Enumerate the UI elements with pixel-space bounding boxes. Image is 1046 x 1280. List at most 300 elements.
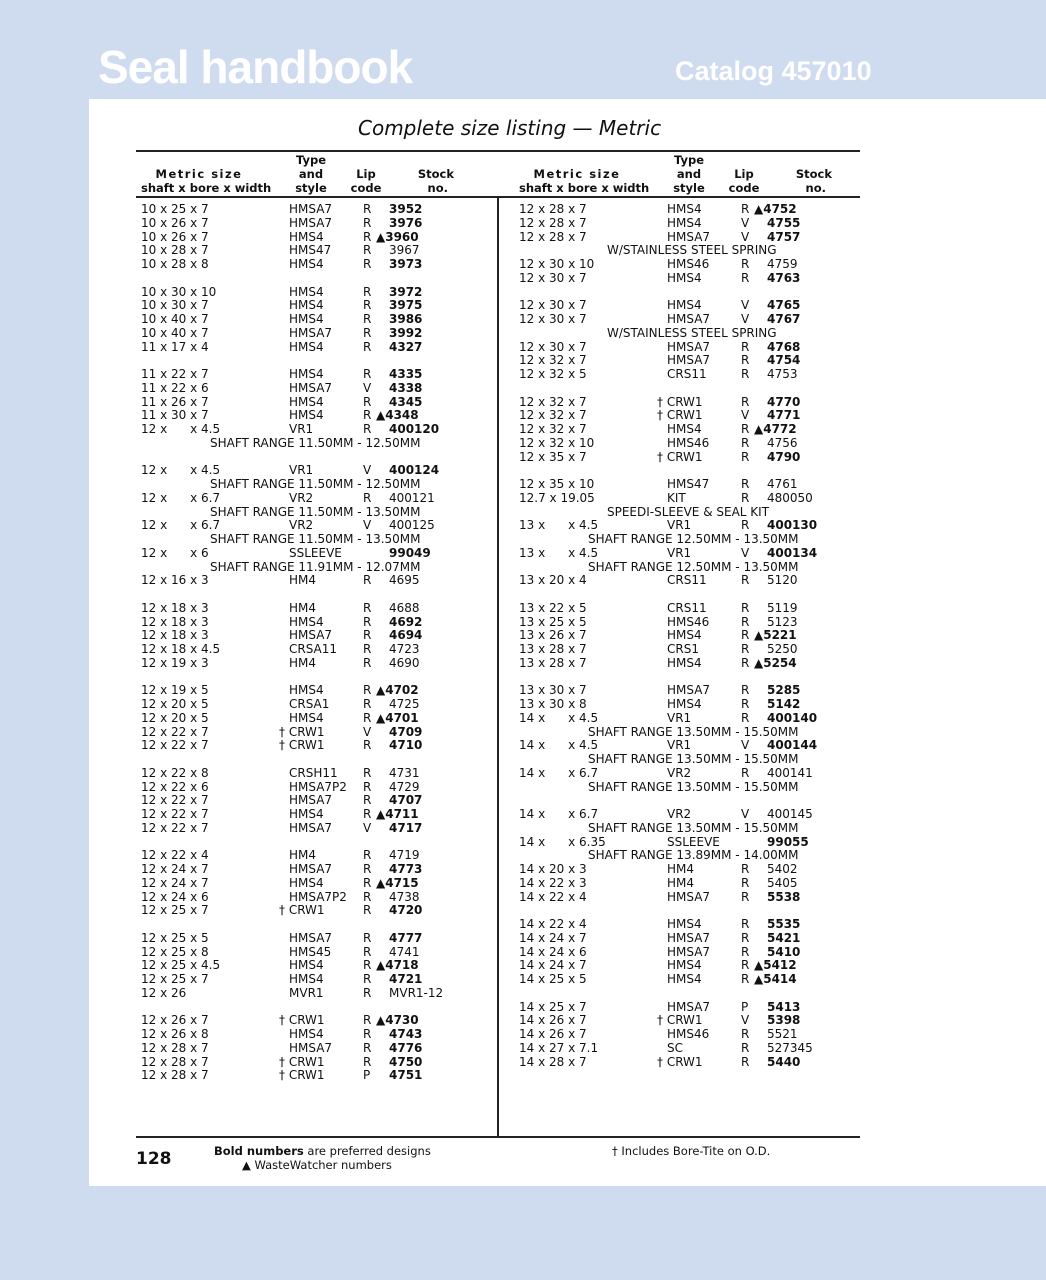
table-row — [519, 272, 859, 286]
stock-cell: 3975 — [389, 298, 423, 313]
stock-cell: 3973 — [389, 257, 423, 271]
table-row — [519, 863, 859, 877]
type-cell: HMS4 — [289, 284, 324, 299]
shaft-range-note — [519, 506, 859, 520]
type-cell: HMS4 — [289, 683, 324, 698]
stock-cell: 400141 — [767, 765, 813, 780]
type-cell: HMS4 — [289, 1027, 324, 1041]
size-cell: 10 x 30 x 10 — [141, 284, 217, 299]
type-cell: HM4 — [667, 875, 695, 890]
table-row — [519, 547, 859, 561]
size-cell: 12 x 24 x 7 — [141, 862, 209, 876]
size-cell: 10 x 30 x 7 — [141, 298, 209, 313]
lip-cell: R — [741, 490, 750, 505]
lip-cell: R — [363, 628, 372, 643]
stock-cell: 4763 — [767, 270, 801, 285]
size-cell: 12 x 28 x 7 — [141, 1054, 209, 1069]
stock-cell: 99055 — [767, 834, 809, 849]
table-row — [141, 1028, 481, 1042]
table-row — [141, 574, 481, 588]
stock-cell: 5521 — [767, 1027, 798, 1041]
shaft-range-note — [141, 533, 481, 547]
row-spacer — [519, 794, 859, 808]
table-row — [141, 217, 481, 231]
stock-cell: ▲4715 — [376, 875, 419, 890]
type-cell: HMS4 — [667, 972, 702, 986]
stock-cell: 5398 — [767, 1013, 801, 1028]
row-spacer — [141, 451, 481, 465]
lip-cell: R — [741, 697, 750, 711]
type-cell: HMSA7 — [289, 793, 333, 808]
note-text: SHAFT RANGE 13.89MM - 14.00MM — [588, 848, 799, 863]
table-row — [141, 341, 481, 355]
lip-cell: P — [363, 1068, 371, 1083]
lip-cell: R — [363, 202, 372, 216]
lip-cell: R — [741, 202, 750, 216]
table-row — [141, 932, 481, 946]
type-cell: HMS46 — [667, 614, 710, 629]
table-row — [141, 602, 481, 616]
shaft-range-note — [519, 533, 859, 547]
type-cell: HMSA7 — [667, 312, 711, 326]
note-text: SHAFT RANGE 13.50MM - 15.50MM — [588, 820, 799, 835]
row-spacer — [141, 753, 481, 767]
size-cell: 12 x 19 x 5 — [141, 683, 209, 698]
stock-cell: ▲5412 — [754, 958, 797, 973]
lip-cell: R — [363, 779, 372, 794]
size-cell: 12 x 20 x 5 — [141, 697, 209, 711]
table-row — [141, 767, 481, 781]
note-text: SHAFT RANGE 12.50MM - 13.50MM — [588, 532, 799, 546]
stock-cell: 4719 — [389, 848, 420, 863]
lip-cell: R — [741, 257, 750, 271]
lip-cell: R — [741, 518, 750, 533]
lip-cell: R — [363, 408, 372, 423]
stock-cell: 4731 — [389, 765, 420, 780]
shaft-range-note — [519, 753, 859, 767]
table-top-rule — [136, 150, 860, 152]
type-cell: HM4 — [289, 655, 317, 670]
stock-cell: 4717 — [389, 820, 423, 835]
type-cell: HMS4 — [667, 628, 702, 643]
stock-cell: 4767 — [767, 312, 801, 326]
table-row — [519, 616, 859, 630]
type-cell: CRS1 — [667, 642, 699, 656]
stock-cell: 400121 — [389, 490, 435, 505]
type-cell: HMSA7 — [289, 820, 333, 835]
stock-cell: 4694 — [389, 628, 423, 643]
lip-cell: R — [741, 353, 750, 368]
type-cell: SC — [667, 1040, 683, 1055]
stock-cell: 4720 — [389, 903, 423, 918]
lip-cell: P — [741, 999, 749, 1014]
size-cell: 12 x 28 x 7 — [141, 1040, 209, 1055]
shaft-range-note — [519, 781, 859, 795]
size-cell: 14 x 24 x 7 — [519, 958, 587, 973]
size-cell: 12 x 32 x 10 — [519, 435, 595, 450]
size-cell: 14 x 22 x 4 — [519, 917, 587, 931]
column-divider — [497, 196, 499, 1137]
table-row — [141, 973, 481, 987]
row-spacer — [141, 354, 481, 368]
stock-cell: ▲4711 — [376, 807, 419, 821]
stock-cell: 4327 — [389, 339, 423, 354]
right-size-list — [519, 203, 859, 1069]
lip-cell: R — [363, 765, 372, 780]
size-cell: 14 x 25 x 7 — [519, 999, 587, 1014]
lip-cell: V — [741, 807, 750, 821]
lip-cell: V — [363, 380, 372, 395]
stock-cell: 400120 — [389, 422, 440, 436]
table-row — [519, 423, 859, 437]
type-cell: HMS4 — [667, 215, 702, 230]
lip-cell: R — [363, 1040, 372, 1055]
shaft-range-note — [519, 822, 859, 836]
type-cell: HMS46 — [667, 435, 710, 450]
stock-cell: 4751 — [389, 1068, 423, 1083]
lip-cell: R — [363, 215, 372, 230]
lip-cell: R — [741, 1054, 750, 1069]
lip-cell: R — [363, 944, 372, 959]
size-cell: 12 x 30 x 7 — [519, 339, 587, 354]
table-row — [519, 478, 859, 492]
table-row — [519, 946, 859, 960]
stock-cell: 3952 — [389, 202, 423, 216]
size-cell: 14 x 24 x 6 — [519, 944, 587, 959]
type-cell: VR2 — [289, 490, 314, 505]
type-cell: SSLEEVE — [289, 545, 342, 560]
col-metric-line2: shaft x bore x width — [141, 181, 272, 195]
stock-cell: 5410 — [767, 944, 801, 959]
size-cell: 14 x 27 x 7.1 — [519, 1040, 599, 1055]
type-cell: HMS4 — [667, 202, 702, 216]
lip-cell: R — [363, 1013, 372, 1028]
type-cell: HMS4 — [289, 875, 324, 890]
type-cell: † CRW1 — [657, 394, 703, 409]
type-cell: HMS4 — [667, 422, 702, 436]
table-row — [141, 657, 481, 671]
table-row — [141, 904, 481, 918]
type-cell: CRS11 — [667, 600, 707, 615]
note-text: SHAFT RANGE 11.50MM - 12.50MM — [210, 435, 421, 450]
legend-wastewatcher-note: ▲ WasteWatcher numbers — [242, 1158, 392, 1172]
lip-cell: R — [363, 862, 372, 876]
type-cell: HMS4 — [667, 270, 702, 285]
stock-cell: 4756 — [767, 435, 798, 450]
stock-cell: 5413 — [767, 999, 801, 1014]
stock-cell: 4335 — [389, 367, 423, 381]
lip-cell: R — [741, 394, 750, 409]
size-cell: 12 x 25 x 4.5 — [141, 958, 221, 973]
table-row — [519, 451, 859, 465]
lip-cell: R — [741, 270, 750, 285]
type-cell: HMSA7 — [289, 325, 333, 340]
size-cell: 14 x 22 x 3 — [519, 875, 587, 890]
size-cell: 10 x 25 x 7 — [141, 202, 209, 216]
col-metric-line1: Metric size — [533, 167, 621, 181]
lip-cell: R — [363, 807, 372, 821]
lip-cell: R — [741, 477, 750, 491]
type-cell: HMS4 — [289, 257, 324, 271]
table-row — [519, 299, 859, 313]
size-cell: 12 x 35 x 7 — [519, 449, 587, 464]
lip-cell: V — [741, 408, 750, 423]
size-cell: 12 x 32 x 5 — [519, 367, 587, 381]
lip-cell: R — [363, 243, 372, 258]
table-row — [519, 1014, 859, 1028]
catalog-number: Catalog 457010 — [675, 56, 872, 86]
table-row — [141, 643, 481, 657]
table-row — [519, 368, 859, 382]
table-row — [141, 231, 481, 245]
legend-bold-note — [214, 1144, 431, 1158]
size-cell: 12 x 18 x 3 — [141, 628, 209, 643]
table-row — [141, 1069, 481, 1083]
lip-cell: R — [741, 875, 750, 890]
table-row — [141, 1056, 481, 1070]
stock-cell: 5250 — [767, 642, 798, 656]
size-cell: 13 x x 4.5 — [519, 545, 599, 560]
table-row — [519, 918, 859, 932]
stock-cell: 400130 — [767, 518, 818, 533]
size-cell: 12 x 19 x 3 — [141, 655, 209, 670]
row-spacer — [141, 272, 481, 286]
table-row — [141, 863, 481, 877]
table-row — [141, 616, 481, 630]
lip-cell: R — [363, 985, 372, 1000]
table-row — [519, 492, 859, 506]
type-cell: HM4 — [667, 862, 695, 876]
table-row — [519, 877, 859, 891]
table-row — [519, 1042, 859, 1056]
type-cell: HMS47 — [289, 243, 332, 258]
size-cell: 12 x 32 x 7 — [519, 408, 587, 423]
type-cell: † CRW1 — [279, 1013, 325, 1028]
stock-cell: 527345 — [767, 1040, 813, 1055]
table-row — [141, 712, 481, 726]
type-cell: HMS46 — [667, 1027, 710, 1041]
note-text: SHAFT RANGE 11.50MM - 12.50MM — [210, 477, 421, 491]
table-row — [141, 1014, 481, 1028]
shaft-range-note — [519, 244, 859, 258]
stock-cell: ▲5254 — [754, 655, 797, 670]
size-cell: 12 x 26 x 7 — [141, 1013, 209, 1028]
type-cell: † CRW1 — [279, 1054, 325, 1069]
lip-cell: R — [363, 697, 372, 711]
lip-cell: R — [741, 683, 750, 698]
stock-cell: 4757 — [767, 229, 801, 244]
type-cell: HMS4 — [289, 710, 324, 725]
stock-cell: 5405 — [767, 875, 798, 890]
table-row — [519, 231, 859, 245]
type-cell: HMS4 — [289, 408, 324, 423]
lip-cell: R — [363, 284, 372, 299]
stock-cell: 4768 — [767, 339, 801, 354]
table-row — [141, 959, 481, 973]
lip-cell: V — [741, 298, 750, 313]
size-cell: 12 x x 4.5 — [141, 463, 221, 478]
table-row — [141, 313, 481, 327]
type-cell: † CRW1 — [657, 408, 703, 423]
lip-cell: R — [741, 573, 750, 588]
lip-cell: R — [363, 875, 372, 890]
stock-cell: ▲5414 — [754, 972, 797, 986]
row-spacer — [141, 1001, 481, 1015]
size-cell: 14 x x 6.35 — [519, 834, 606, 849]
size-cell: 12 x 22 x 8 — [141, 765, 209, 780]
type-cell: VR1 — [289, 463, 314, 478]
type-cell: † CRW1 — [657, 1054, 703, 1069]
table-row — [519, 932, 859, 946]
lip-cell: R — [741, 422, 750, 436]
lip-cell: R — [741, 339, 750, 354]
type-cell: HMSA7P2 — [289, 779, 347, 794]
type-cell: HMSA7 — [667, 353, 711, 368]
size-cell: 12 x 22 x 7 — [141, 807, 209, 821]
type-cell: HMS4 — [289, 807, 324, 821]
table-row — [141, 382, 481, 396]
size-cell: 12 x 28 x 7 — [519, 229, 587, 244]
table-row — [141, 877, 481, 891]
stock-cell: 5120 — [767, 573, 798, 588]
size-cell: 10 x 28 x 8 — [141, 257, 209, 271]
stock-cell: 4710 — [389, 738, 423, 753]
lip-cell: R — [363, 958, 372, 973]
size-cell: 13 x x 4.5 — [519, 518, 599, 533]
shaft-range-note — [141, 478, 481, 492]
lip-cell: R — [363, 655, 372, 670]
lip-cell: R — [741, 435, 750, 450]
row-spacer — [519, 987, 859, 1001]
table-row — [141, 1042, 481, 1056]
lip-cell: R — [363, 367, 372, 381]
stock-cell: 5440 — [767, 1054, 801, 1069]
size-cell: 14 x 20 x 3 — [519, 862, 587, 876]
col-stock-line1: Stock — [795, 167, 832, 181]
shaft-range-note — [519, 561, 859, 575]
table-row — [141, 286, 481, 300]
note-text: SHAFT RANGE 11.91MM - 12.07MM — [210, 559, 421, 574]
lip-cell: R — [741, 1027, 750, 1041]
type-cell: HMS4 — [289, 394, 324, 409]
lip-cell: R — [741, 628, 750, 643]
type-cell: HMSA7 — [667, 683, 711, 698]
stock-cell: 4750 — [389, 1054, 423, 1069]
note-text: SPEEDI-SLEEVE & SEAL KIT — [607, 504, 770, 519]
note-text: SHAFT RANGE 11.50MM - 13.50MM — [210, 532, 421, 546]
table-row — [519, 437, 859, 451]
type-cell: VR1 — [667, 738, 692, 753]
stock-cell: 3992 — [389, 325, 423, 340]
type-cell: HM4 — [289, 573, 317, 588]
size-cell: 12 x 30 x 7 — [519, 298, 587, 313]
lip-cell: R — [363, 972, 372, 986]
type-cell: VR2 — [289, 518, 314, 533]
lip-cell: R — [363, 642, 372, 656]
table-row — [519, 739, 859, 753]
type-cell: † CRW1 — [279, 1068, 325, 1083]
type-cell: CRSH11 — [289, 765, 338, 780]
table-row — [141, 726, 481, 740]
lip-cell: R — [363, 490, 372, 505]
type-cell: HMS4 — [289, 298, 324, 313]
type-cell: HMS4 — [667, 697, 702, 711]
stock-cell: 4725 — [389, 697, 420, 711]
type-cell: SSLEEVE — [667, 834, 720, 849]
size-cell: 12 x x 6.7 — [141, 518, 221, 533]
section-title: Complete size listing — Metric — [358, 116, 662, 140]
lip-cell: R — [363, 229, 372, 244]
stock-cell: 4777 — [389, 930, 423, 945]
size-cell: 12 x 20 x 5 — [141, 710, 209, 725]
size-cell: 13 x 30 x 7 — [519, 683, 587, 698]
lip-cell: R — [741, 889, 750, 904]
stock-cell: 3972 — [389, 284, 423, 299]
size-cell: 14 x 26 x 7 — [519, 1013, 587, 1028]
type-cell: HMSA7 — [667, 229, 711, 244]
stock-cell: MVR1-12 — [389, 985, 444, 1000]
type-cell: † CRW1 — [657, 449, 703, 464]
table-row — [519, 409, 859, 423]
note-text: SHAFT RANGE 13.50MM - 15.50MM — [588, 779, 799, 794]
size-cell: 14 x 26 x 7 — [519, 1027, 587, 1041]
table-row — [141, 987, 481, 1001]
stock-cell: 400125 — [389, 518, 435, 533]
stock-cell: ▲3960 — [376, 229, 419, 244]
stock-cell: 4721 — [389, 972, 423, 986]
table-row — [141, 891, 481, 905]
stock-cell: 4790 — [767, 449, 801, 464]
lip-cell: R — [363, 710, 372, 725]
table-row — [519, 258, 859, 272]
lip-cell: R — [363, 903, 372, 918]
type-cell: HMS4 — [289, 339, 324, 354]
stock-cell: ▲4730 — [376, 1013, 419, 1028]
stock-cell: 4692 — [389, 614, 423, 629]
table-row — [519, 643, 859, 657]
stock-cell: 5421 — [767, 930, 801, 945]
size-cell: 10 x 40 x 7 — [141, 325, 209, 340]
stock-cell: 4707 — [389, 793, 423, 808]
table-row — [519, 354, 859, 368]
table-row — [519, 836, 859, 850]
stock-cell: 4771 — [767, 408, 801, 423]
stock-cell: 5538 — [767, 889, 801, 904]
lip-cell: V — [363, 463, 372, 478]
type-cell: VR2 — [667, 807, 692, 821]
stock-cell: ▲4348 — [376, 408, 419, 423]
shaft-range-note — [141, 437, 481, 451]
type-cell: HMSA7 — [289, 862, 333, 876]
type-cell: KIT — [667, 490, 686, 505]
size-cell: 12 x 30 x 7 — [519, 312, 587, 326]
size-cell: 14 x 22 x 4 — [519, 889, 587, 904]
lip-cell: R — [363, 600, 372, 615]
type-cell: VR2 — [667, 765, 692, 780]
table-row — [141, 423, 481, 437]
size-cell: 11 x 22 x 6 — [141, 380, 209, 395]
type-cell: † CRW1 — [279, 738, 325, 753]
type-cell: HMS4 — [289, 312, 324, 326]
table-row — [141, 808, 481, 822]
lip-cell: R — [363, 312, 372, 326]
row-spacer — [519, 904, 859, 918]
type-cell: HM4 — [289, 848, 317, 863]
table-row — [519, 1056, 859, 1070]
type-cell: HMSA7 — [667, 930, 711, 945]
size-cell: 14 x x 4.5 — [519, 710, 599, 725]
lip-cell: V — [363, 518, 372, 533]
